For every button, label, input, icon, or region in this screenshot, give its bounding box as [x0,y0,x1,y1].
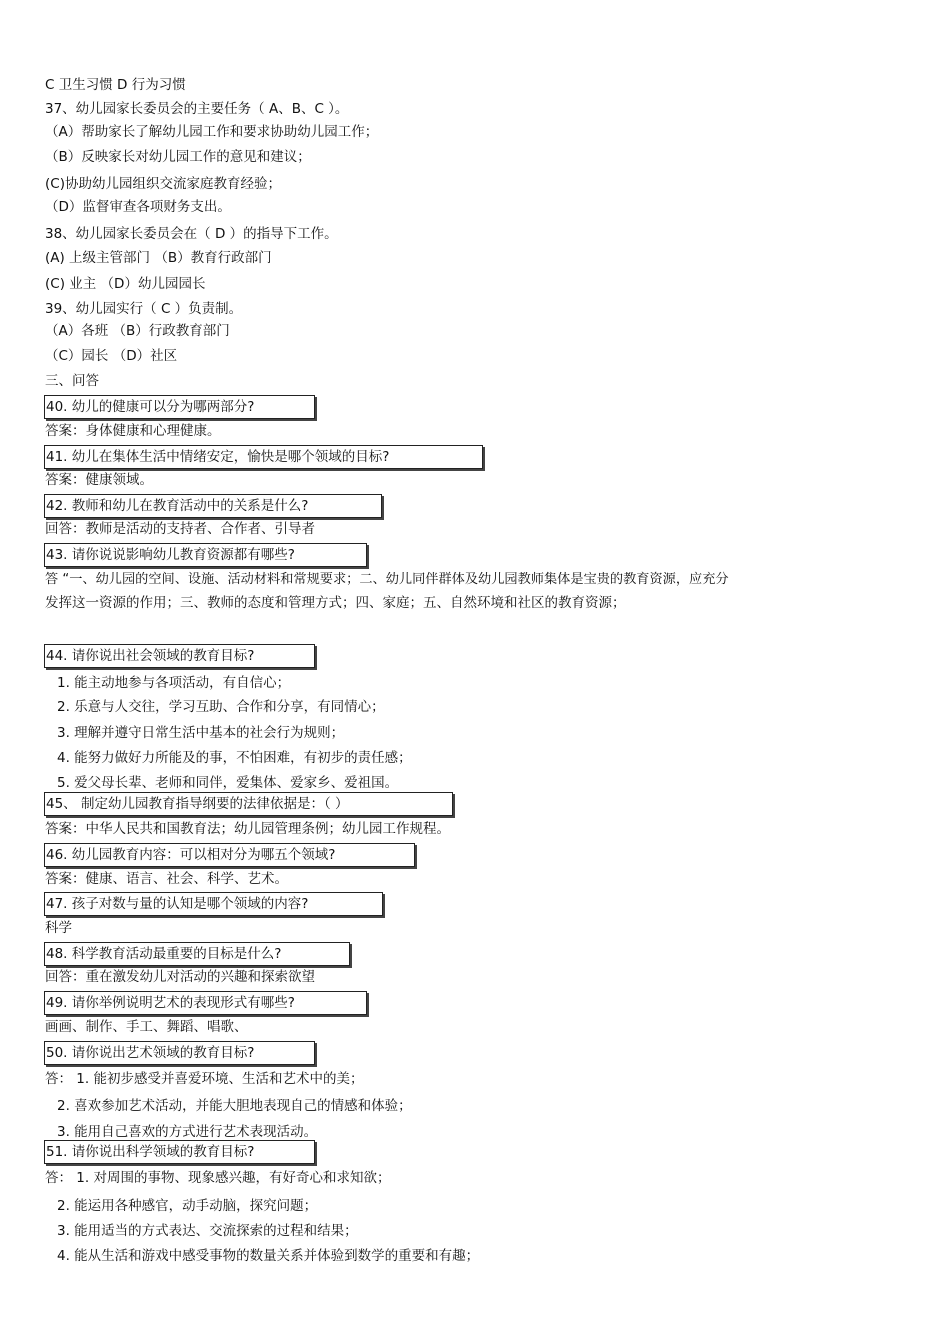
section-heading: 三、问答 [45,373,99,389]
answer-48: 回答：重在激发幼儿对活动的兴趣和探索欲望 [45,969,315,985]
list-item: 答： 1. 对周围的事物、现象感兴趣，有好奇心和求知欲； [45,1170,391,1186]
question-box-41: 41. 幼儿在集体生活中情绪安定，愉快是哪个领域的目标? [44,445,483,469]
question-box-43: 43. 请你说说影响幼儿教育资源都有哪些? [44,543,367,567]
question-box-49: 49. 请你举例说明艺术的表现形式有哪些? [44,991,367,1015]
question-box-46: 46. 幼儿园教育内容：可以相对分为哪五个领域? [44,843,415,867]
list-item: 1. 能主动地参与各项活动，有自信心； [57,675,291,691]
answer-40: 答案：身体健康和心理健康。 [45,423,221,439]
answer-47: 科学 [45,920,72,936]
option-line: （D）监督审查各项财务支出。 [45,199,231,215]
question-box-45: 45、 制定幼儿园教育指导纲要的法律依据是：（ ） [44,792,453,816]
option-line: （A）各班 （B）行政教育部门 [45,323,230,339]
list-item: 5. 爱父母长辈、老师和同伴，爱集体、爱家乡、爱祖国。 [57,775,399,791]
option-line: C 卫生习惯 D 行为习惯 [45,77,186,93]
option-line: (A) 上级主管部门 （B）教育行政部门 [45,250,272,266]
question-box-47: 47. 孩子对数与量的认知是哪个领域的内容? [44,892,383,916]
list-item: 2. 喜欢参加艺术活动，并能大胆地表现自己的情感和体验； [57,1098,412,1114]
question-box-44: 44. 请你说出社会领域的教育目标? [44,644,315,668]
option-line: （A）帮助家长了解幼儿园工作和要求协助幼儿园工作； [45,124,379,140]
list-item: 答： 1. 能初步感受并喜爱环境、生活和艺术中的美； [45,1071,364,1087]
answer-41: 答案：健康领域。 [45,472,153,488]
question-38: 38、幼儿园家长委员会在（ D ）的指导下工作。 [45,226,338,242]
option-line: （C）园长 （D）社区 [45,348,178,364]
question-box-40: 40. 幼儿的健康可以分为哪两部分? [44,395,315,419]
answer-46: 答案：健康、语言、社会、科学、艺术。 [45,871,288,887]
answer-43-line-1: 答 “一、幼儿园的空间、设施、活动材料和常规要求；二、幼儿同伴群体及幼儿园教师集体是宝贵的教育资源，应充分 [45,572,729,587]
answer-43-line-2: 发挥这一资源的作用；三、教师的态度和管理方式；四、家庭；五、自然环境和社区的教育资源； [45,595,626,611]
list-item: 2. 乐意与人交往，学习互助、合作和分享，有同情心； [57,699,385,715]
list-item: 3. 理解并遵守日常生活中基本的社会行为规则； [57,725,345,741]
answer-49: 画画、制作、手工、舞蹈、唱歌、 [45,1019,248,1035]
list-item: 4. 能从生活和游戏中感受事物的数量关系并体验到数学的重要和有趣； [57,1248,480,1264]
question-39: 39、幼儿园实行（ C ）负责制。 [45,301,243,317]
question-37: 37、幼儿园家长委员会的主要任务（ A、B、C ）。 [45,101,349,117]
question-box-42: 42. 教师和幼儿在教育活动中的关系是什么? [44,494,382,518]
list-item: 3. 能用适当的方式表达、交流探索的过程和结果； [57,1223,358,1239]
question-box-51: 51. 请你说出科学领域的教育目标? [44,1140,315,1164]
list-item: 3. 能用自己喜欢的方式进行艺术表现活动。 [57,1124,318,1140]
answer-42: 回答：教师是活动的支持者、合作者、引导者 [45,521,315,537]
option-line: (C) 业主 （D）幼儿园园长 [45,276,206,292]
answer-45: 答案：中华人民共和国教育法；幼儿园管理条例；幼儿园工作规程。 [45,821,450,837]
list-item: 2. 能运用各种感官，动手动脑，探究问题； [57,1198,318,1214]
question-box-48: 48. 科学教育活动最重要的目标是什么? [44,942,350,966]
option-line: （B）反映家长对幼儿园工作的意见和建议； [45,149,311,165]
question-box-50: 50. 请你说出艺术领域的教育目标? [44,1041,315,1065]
list-item: 4. 能努力做好力所能及的事，不怕困难，有初步的责任感； [57,750,412,766]
option-line: (C)协助幼儿园组织交流家庭教育经验； [45,176,281,192]
